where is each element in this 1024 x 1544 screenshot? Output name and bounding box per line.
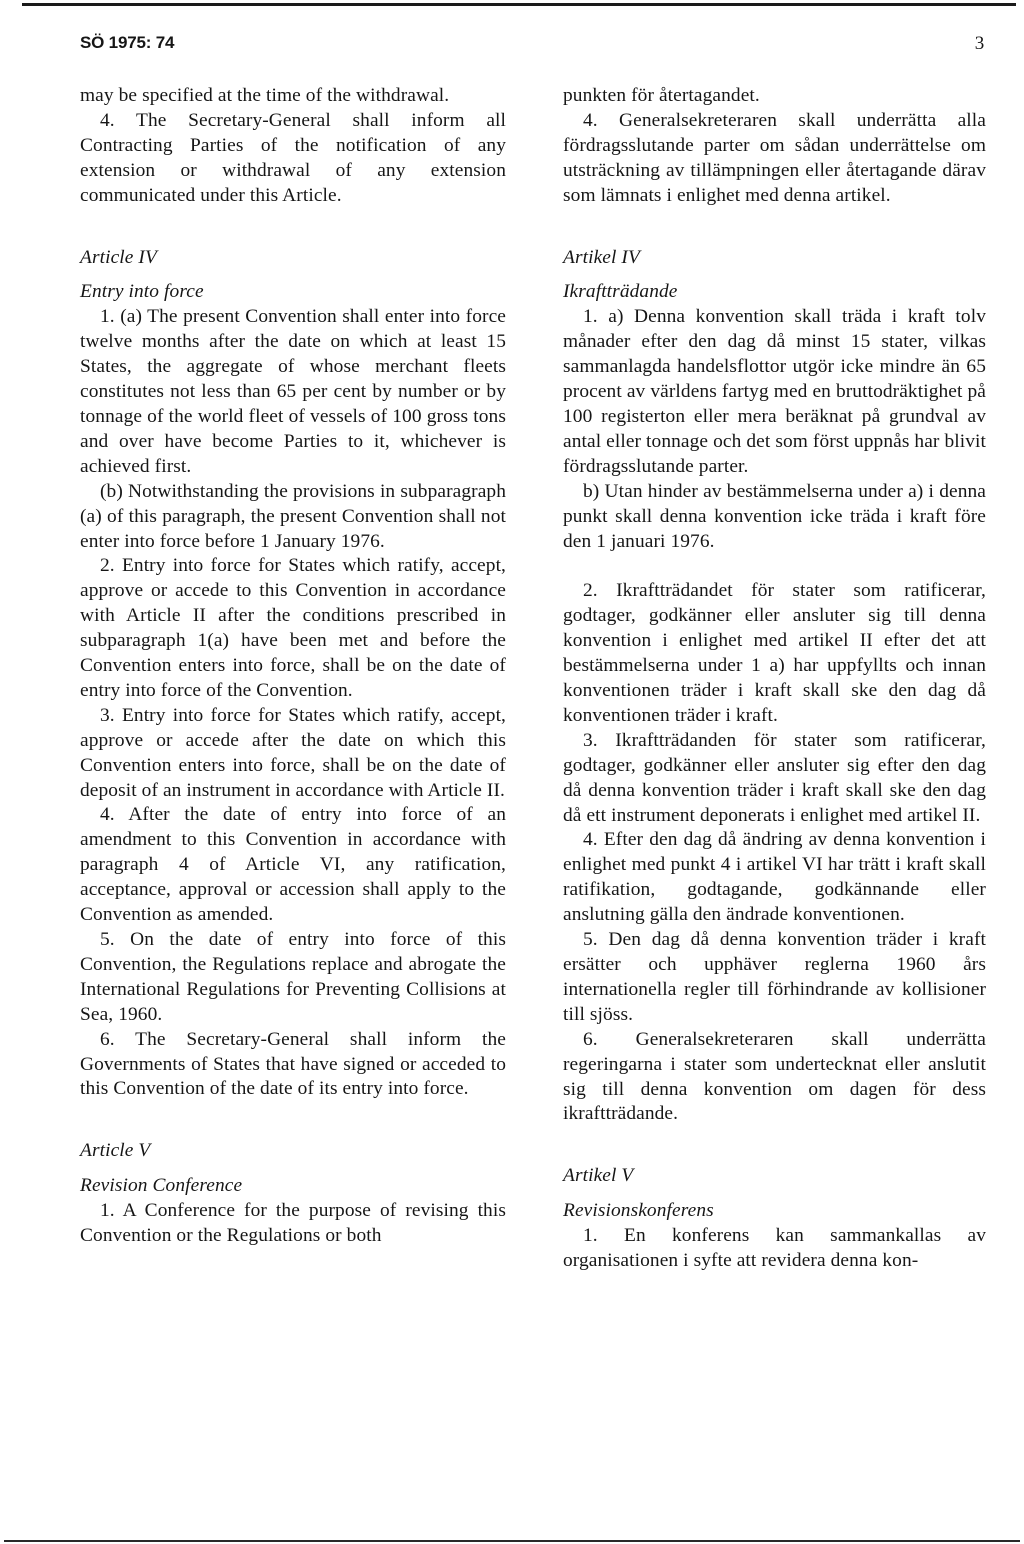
article4-paragraph-2: 2. Entry into force for States which ratify, accept, approve or accede to this Convention in accordance with Article II after the conditions prescribed in subparagraph 1(a) have been met and before the Convention enters into force, shall be on the date of entry into force of the Convention. <box>80 555 506 701</box>
document-reference: SÖ 1975: 74 <box>80 33 175 52</box>
continued-paragraph: punkten för återtagandet. <box>563 85 760 106</box>
article4-heading: Article IV <box>80 246 157 268</box>
article4-paragraph-1a: 1. a) Denna konvention skall träda i kraft tolv månader efter den dag då minst 15 stater, vilkas sammanlagda handelsflottor utgör icke mindre än 65 procent av världens fartyg med en bruttodräktighet på 100 registerton eller mera beräknat på grundval av antal eller tonnage och det som först uppnås har blivit fördragsslutande parter. <box>563 306 986 477</box>
article5-title: Revisionskonferens <box>563 1200 714 1222</box>
article4-paragraph-3: 3. Entry into force for States which ratify, accept, approve or accede after the date on which this Convention enters into force, shall be on the date of deposit of an instrument in accordance with Article II. <box>80 704 506 801</box>
article4-paragraph-4: 4. After the date of entry into force of an amendment to this Convention in accordance with paragraph 4 of Article VI, any ratification, acceptance, approval or accession shall apply to the Convention as amended. <box>80 804 506 926</box>
article4-paragraph-6: 6. Generalsekreteraren skall underrätta regeringarna i stater som undertecknat eller anslutit sig till denna konvention om dagen för dess ikraftträdande. <box>563 1028 986 1125</box>
article4-paragraph-5: 5. Den dag då denna konvention träder i kraft ersätter och upphäver reglerna 1960 års internationella regler till förhindrande av kollisioner till sjöss. <box>563 929 986 1025</box>
article4-paragraph-1b: b) Utan hinder av bestämmelserna under a) i denna punkt skall denna konvention icke träda i kraft före den 1 januari 1976. <box>563 480 986 552</box>
article5-heading: Article V <box>80 1140 151 1162</box>
article5-paragraph-1: 1. A Conference for the purpose of revising this Convention or the Regulations or both <box>80 1200 506 1247</box>
article3-paragraph-4: 4. The Secretary-General shall inform all Contracting Parties of the notification of any extension or withdrawal of any extension communicated under this Article. <box>80 109 506 206</box>
article4-paragraph-1a: 1. (a) The present Convention shall enter into force twelve months after the date on which at least 15 States, the aggregate of whose merchant fleets constitutes not less than 65 per cent by number or by tonnage of the world fleet of vessels of 100 gross tons and over have become Parties to it, whichever is achieved first. <box>80 306 506 477</box>
article4-paragraph-2: 2. Ikraftträdandet för stater som ratificerar, godtager, godkänner eller ansluter sig till denna konvention i enlighet med artikel II efter det att bestämmelserna under 1 a) har uppfyllts och innan konventionen träder i kraft skall ske den dag då konventionen träder i kraft. <box>563 580 986 726</box>
article4-paragraph-4: 4. Efter den dag då ändring av denna konvention i enlighet med punkt 4 i artikel VI har trätt i kraft skall ratifikation, godtagande, godkännande eller anslutning gälla den ändrade konventionen. <box>563 829 986 926</box>
article5-paragraph-1: 1. En konferens kan sammankallas av organisationen i syfte att revidera denna kon- <box>563 1225 986 1272</box>
article5-title: Revision Conference <box>80 1175 243 1197</box>
article4-title: Ikraftträdande <box>563 281 678 303</box>
running-head <box>80 33 984 59</box>
continued-paragraph: may be specified at the time of the withdrawal. <box>80 85 450 106</box>
article4-paragraph-5: 5. On the date of entry into force of this Convention, the Regulations replace and abrogate the International Regulations for Preventing Collisions at Sea, 1960. <box>80 929 506 1025</box>
article4-paragraph-3: 3. Ikraftträdanden för stater som ratificerar, godtager, godkänner eller ansluter sig efter den dag då denna konvention träder i kraft skall ske den dag då ett instrument deponerats i enlighet med artikel II. <box>563 729 986 826</box>
top-rule <box>22 3 1016 6</box>
article4-paragraph-1b: (b) Notwithstanding the provisions in subparagraph (a) of this paragraph, the present Convention shall not enter into force before 1 January 1976. <box>80 480 506 552</box>
article5-heading: Artikel V <box>563 1165 634 1187</box>
article4-heading: Artikel IV <box>563 246 640 268</box>
article4-paragraph-6: 6. The Secretary-General shall inform the Governments of States that have signed or acceded to this Convention of the date of its entry into force. <box>80 1028 506 1100</box>
english-column <box>80 84 506 1249</box>
page-number: 3 <box>974 33 984 54</box>
bottom-rule <box>4 1540 1020 1542</box>
article3-paragraph-4: 4. Generalsekreteraren skall underrätta alla fördragsslutande parter om sådan underrättelse om utsträckning av tillämpningen eller återtagande därav som lämnats i enlighet med denna artikel. <box>563 109 986 206</box>
swedish-column <box>563 84 986 1274</box>
article4-title: Entry into force <box>80 281 204 303</box>
